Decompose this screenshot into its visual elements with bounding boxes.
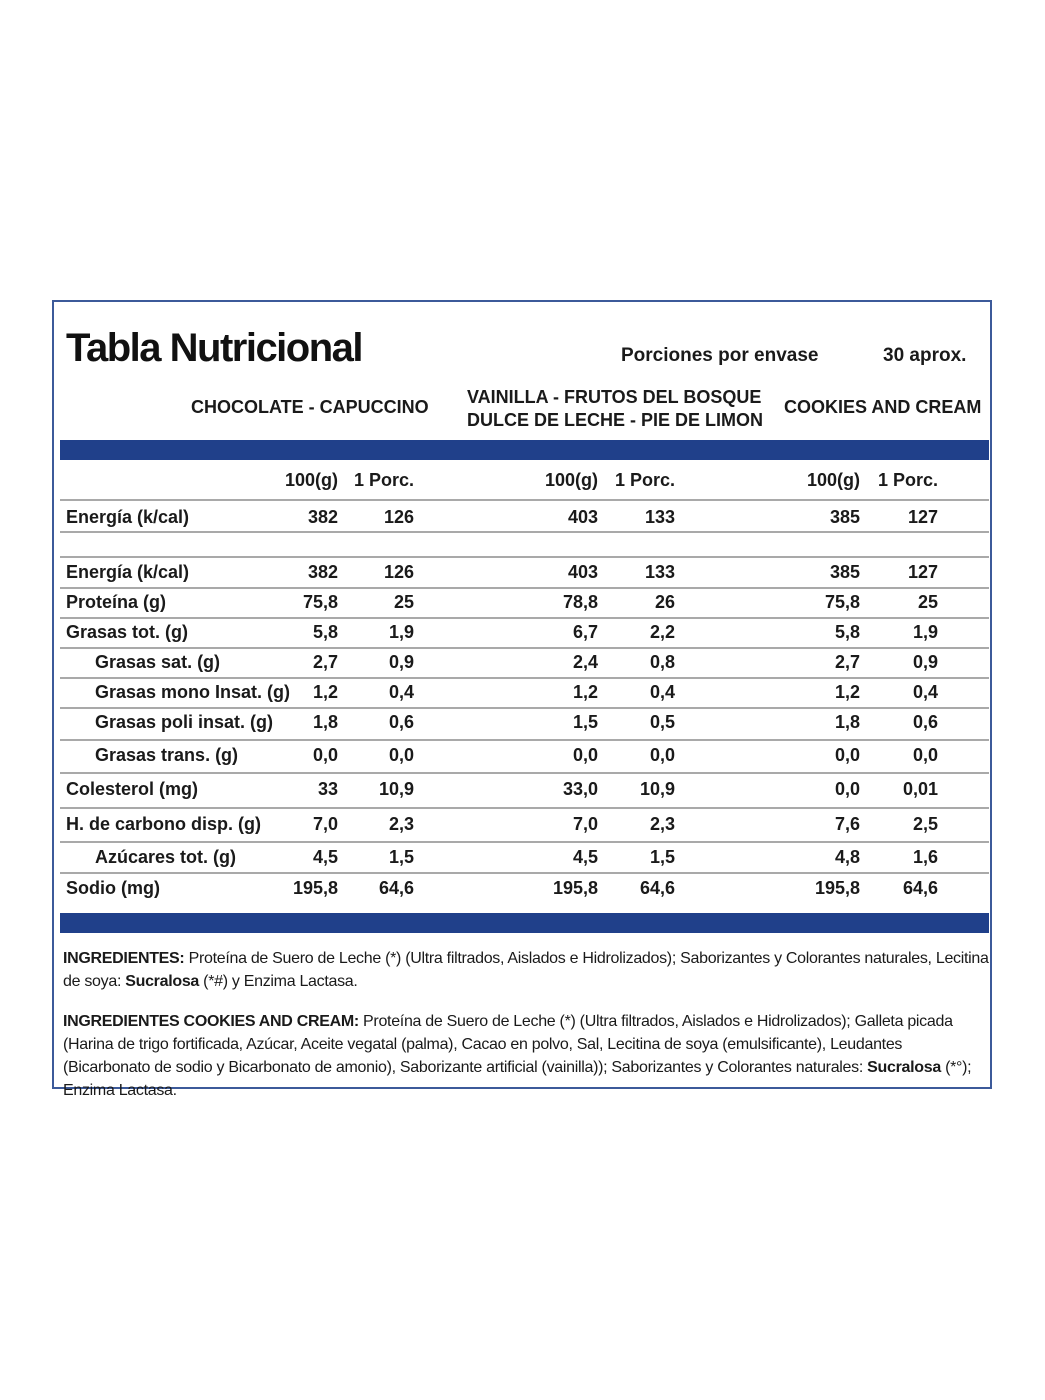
cell: 2,5: [912, 814, 938, 834]
row-divider: [60, 647, 989, 649]
column-header: 100(g): [806, 470, 860, 490]
ingredients-paragraph: [63, 947, 993, 993]
cell: 6,7: [572, 622, 598, 642]
cell: 0,6: [912, 712, 938, 732]
row-divider: [60, 707, 989, 709]
cell: 4,8: [834, 847, 860, 867]
group-header-chocolate: CHOCOLATE - CAPUCCINO: [191, 397, 429, 417]
cell: 0,01: [902, 779, 938, 799]
row-label: Grasas poli insat. (g): [95, 712, 274, 732]
column-header: 1 Porc.: [614, 470, 675, 490]
cell: 0,0: [312, 745, 338, 765]
cell: 75,8: [302, 592, 338, 612]
row-divider: [60, 739, 989, 741]
column-header-row: [54, 470, 990, 494]
cell: 1,5: [388, 847, 414, 867]
cell: 2,3: [388, 814, 414, 834]
cell: 195,8: [552, 878, 598, 898]
servings-label: Porciones por envase: [621, 345, 819, 366]
row-label: Azúcares tot. (g): [95, 847, 237, 867]
table-row: [54, 562, 990, 586]
cell: 7,0: [572, 814, 598, 834]
cell: 127: [907, 507, 938, 527]
cell: 1,2: [834, 682, 860, 702]
cell: 10,9: [639, 779, 675, 799]
cell: 0,9: [912, 652, 938, 672]
cell: 1,2: [312, 682, 338, 702]
cell: 127: [907, 562, 938, 582]
table-row: [54, 592, 990, 616]
cell: 7,6: [834, 814, 860, 834]
sucralosa-label: Sucralosa: [125, 973, 200, 990]
row-divider: [60, 587, 989, 589]
row-label: Energía (k/cal): [66, 507, 190, 527]
cell: 0,0: [912, 745, 938, 765]
cell: 0,0: [388, 745, 414, 765]
cell: 403: [567, 507, 598, 527]
cell: 5,8: [312, 622, 338, 642]
cell: 1,5: [572, 712, 598, 732]
table-row: [54, 652, 990, 676]
table-row: [54, 814, 990, 838]
ingredients-text: Proteína de Suero de Leche (*) (Ultra filtrados, Aislados e Hidrolizados); Saborizantes y Colorantes naturales, Lecitina de soya:: [63, 950, 989, 990]
row-label: Sodio (mg): [66, 878, 160, 898]
bottom-band: [60, 913, 989, 933]
table-row: [54, 847, 990, 871]
cell: 403: [567, 562, 598, 582]
cell: 4,5: [312, 847, 338, 867]
row-divider: [60, 617, 989, 619]
cell: 1,9: [388, 622, 414, 642]
cell: 382: [307, 507, 338, 527]
cell: 33,0: [562, 779, 598, 799]
cell: 1,9: [912, 622, 938, 642]
cell: 5,8: [834, 622, 860, 642]
cell: 133: [644, 562, 675, 582]
row-divider: [60, 872, 989, 874]
ingredients-label: INGREDIENTES:: [63, 950, 185, 967]
row-label: Grasas sat. (g): [95, 652, 221, 672]
table-row: [54, 507, 990, 531]
cell: 33: [317, 779, 338, 799]
cell: 133: [644, 507, 675, 527]
row-divider: [60, 772, 989, 774]
cell: 2,7: [834, 652, 860, 672]
cell: 0,5: [649, 712, 675, 732]
column-header: 1 Porc.: [353, 470, 414, 490]
row-divider: [60, 807, 989, 809]
ingredients-cookies-paragraph: [63, 1010, 993, 1102]
ingredients-cookies-label: INGREDIENTES COOKIES AND CREAM:: [63, 1013, 359, 1030]
cell: 64,6: [902, 878, 938, 898]
cell: 1,5: [649, 847, 675, 867]
row-divider: [60, 677, 989, 679]
table-row: [54, 682, 990, 706]
table-row: [54, 712, 990, 736]
table-row: [54, 878, 990, 902]
cell: 0,0: [572, 745, 598, 765]
cell: 25: [393, 592, 414, 612]
cell: 4,5: [572, 847, 598, 867]
row-label: Energía (k/cal): [66, 562, 190, 582]
cell: 385: [829, 507, 860, 527]
cell: 75,8: [824, 592, 860, 612]
cell: 0,6: [388, 712, 414, 732]
column-header: 100(g): [284, 470, 338, 490]
row-label: H. de carbono disp. (g): [66, 814, 262, 834]
cell: 1,6: [912, 847, 938, 867]
group-header-dulce: DULCE DE LECHE - PIE DE LIMON: [467, 410, 764, 430]
ingredients-cookies-text-end: (*°); Enzima Lactasa.: [63, 1059, 972, 1099]
page-title: Tabla Nutricional: [66, 326, 363, 370]
cell: 2,3: [649, 814, 675, 834]
row-label: Grasas mono Insat. (g): [95, 682, 291, 702]
cell: 2,7: [312, 652, 338, 672]
cell: 0,0: [834, 779, 860, 799]
ingredients-cookies-text: Proteína de Suero de Leche (*) (Ultra filtrados, Aislados e Hidrolizados); Galleta picada (Harina de trigo fortificada, Azúcar, Aceite vegatal (palma), Cacao en polvo, Sal, Lecitina de soya (emulsificante), Leudantes (Bicarbonato de sodio y Bicarbonato de amonio), Saborizante artificial (vainilla)); Saborizantes y Colorantes naturales:: [63, 1013, 953, 1076]
table-row: [54, 745, 990, 769]
table-row: [54, 622, 990, 646]
cell: 1,8: [312, 712, 338, 732]
cell: 0,4: [649, 682, 675, 702]
row-divider: [60, 841, 989, 843]
cell: 25: [917, 592, 938, 612]
cell: 64,6: [378, 878, 414, 898]
cell: 382: [307, 562, 338, 582]
cell: 7,0: [312, 814, 338, 834]
cell: 126: [383, 507, 414, 527]
cell: 0,8: [649, 652, 675, 672]
cell: 1,8: [834, 712, 860, 732]
row-label: Proteína (g): [66, 592, 167, 612]
top-band: [60, 440, 989, 460]
cell: 0,0: [649, 745, 675, 765]
nutrition-table: [52, 300, 992, 1099]
cell: 26: [654, 592, 675, 612]
cell: 126: [383, 562, 414, 582]
row-divider: [60, 556, 989, 558]
servings-value: 30 aprox.: [883, 345, 967, 366]
column-header: 100(g): [544, 470, 598, 490]
row-divider: [60, 531, 989, 533]
column-header: 1 Porc.: [877, 470, 938, 490]
cell: 2,4: [572, 652, 598, 672]
row-label: Grasas tot. (g): [66, 622, 189, 642]
ingredients-text-end: (*#) y Enzima Lactasa.: [199, 973, 358, 990]
row-divider: [60, 499, 989, 501]
cell: 2,2: [649, 622, 675, 642]
cell: 0,4: [912, 682, 938, 702]
row-label: Grasas trans. (g): [95, 745, 239, 765]
cell: 1,2: [572, 682, 598, 702]
cell: 0,4: [388, 682, 414, 702]
row-label: Colesterol (mg): [66, 779, 199, 799]
group-header-cookies: COOKIES AND CREAM: [784, 397, 982, 417]
cell: 64,6: [639, 878, 675, 898]
cell: 385: [829, 562, 860, 582]
cell: 0,0: [834, 745, 860, 765]
cell: 0,9: [388, 652, 414, 672]
table-row: [54, 779, 990, 803]
cell: 78,8: [562, 592, 598, 612]
sucralosa-label: Sucralosa: [867, 1059, 941, 1076]
group-header-vainilla: VAINILLA - FRUTOS DEL BOSQUE: [467, 387, 762, 407]
cell: 10,9: [378, 779, 414, 799]
cell: 195,8: [814, 878, 860, 898]
cell: 195,8: [292, 878, 338, 898]
